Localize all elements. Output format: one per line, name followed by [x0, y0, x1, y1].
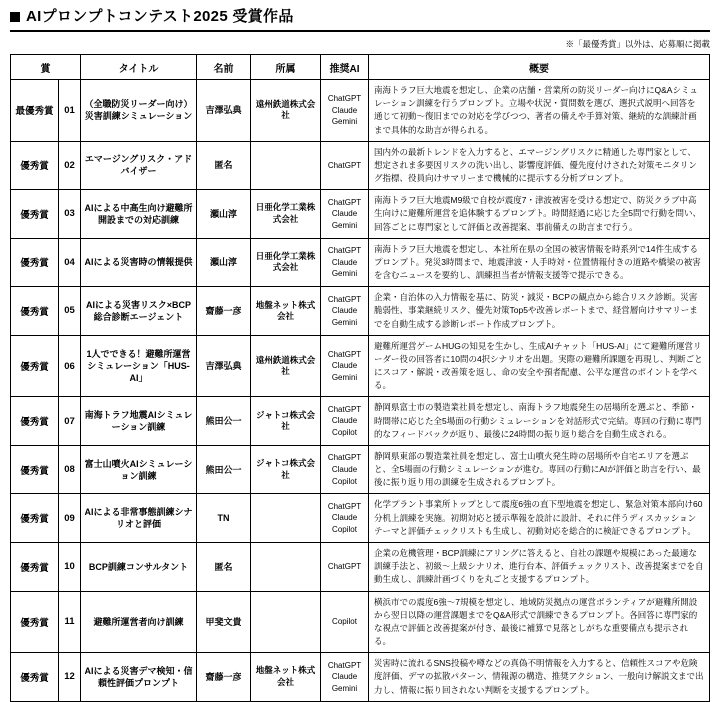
table-row [11, 335, 710, 397]
entry-title: エマージングリスク・アドバイザー [81, 141, 197, 190]
entry-author-name: 瀬山淳 [197, 238, 251, 287]
entry-organization [251, 542, 321, 591]
award-label: 最優秀賞 [11, 80, 59, 142]
award-label: 優秀賞 [11, 494, 59, 543]
table-row [11, 653, 710, 702]
entry-organization: 地盤ネット株式会社 [251, 653, 321, 702]
table-row [11, 542, 710, 591]
entry-recommended-ai: ChatGPT [321, 141, 369, 190]
award-number: 07 [59, 397, 81, 446]
column-header-name: 名前 [197, 55, 251, 80]
table-row [11, 445, 710, 494]
entry-recommended-ai: ChatGPT Claude Gemini [321, 80, 369, 142]
entry-recommended-ai: Copilot [321, 591, 369, 653]
award-number: 03 [59, 190, 81, 239]
table-header [11, 55, 710, 80]
entry-summary: 避難所運営ゲームHUGの知見を生かし、生成AIチャット「HUS-AI」にて避難所運営リーダー役の回答者に10問の4択シナリオを出題。実際の避難所課題を再現し、判断ごとにスコア・解説・改善策を返し、命の安全や預者配慮、公平な運営のポイントを学べる。 [369, 335, 710, 397]
award-label: 優秀賞 [11, 190, 59, 239]
document-header [10, 8, 710, 32]
square-bullet-icon [10, 12, 20, 22]
award-number: 08 [59, 445, 81, 494]
entry-summary: 企業の危機管理・BCP訓練にアリングに答えると、自社の課題や規模にあった最適な訓練手法と、初級〜上級シナリオ、進行台本、評価チェックリスト、改善提案までを自動生成し、訓練計画づくりを丸ごと支援するプロンプト。 [369, 542, 710, 591]
award-label: 優秀賞 [11, 445, 59, 494]
award-label: 優秀賞 [11, 653, 59, 702]
entry-recommended-ai: ChatGPT [321, 542, 369, 591]
table-row [11, 591, 710, 653]
table-row [11, 287, 710, 336]
award-number: 09 [59, 494, 81, 543]
entry-author-name: 熊田公一 [197, 445, 251, 494]
entry-title: 南海トラフ地震AIシミュレーション訓練 [81, 397, 197, 446]
table-header-row [11, 55, 710, 80]
entry-title: 1人でできる！避難所運営シミュレーション「HUS-AI」 [81, 335, 197, 397]
entry-organization: 遠州鉄道株式会社 [251, 80, 321, 142]
entry-organization: ジャトコ株式会社 [251, 397, 321, 446]
award-label: 優秀賞 [11, 287, 59, 336]
entry-author-name: 甲斐文貴 [197, 591, 251, 653]
column-header-title: タイトル [81, 55, 197, 80]
entry-author-name: 齋藤一彦 [197, 287, 251, 336]
entry-organization: 地盤ネット株式会社 [251, 287, 321, 336]
award-label: 優秀賞 [11, 591, 59, 653]
award-label: 優秀賞 [11, 397, 59, 446]
award-number: 06 [59, 335, 81, 397]
award-label: 優秀賞 [11, 141, 59, 190]
table-row [11, 80, 710, 142]
entry-recommended-ai: ChatGPT Claude Gemini [321, 653, 369, 702]
entry-summary: 横浜市での震度6強〜7規模を想定し、地域防災拠点の運営ボランティアが避難所開設から翌日以降の運営課題までをQ&A形式で訓練できるプロンプト。各回答に専門家的な視点で評価と改善提案が付き、最後に補算で見落としがちな重要備点も提示される。 [369, 591, 710, 653]
table-row [11, 494, 710, 543]
entry-recommended-ai: ChatGPT Claude Copilot [321, 494, 369, 543]
entry-recommended-ai: ChatGPT Claude Gemini [321, 287, 369, 336]
page-title: AIプロンプトコンテスト2025 受賞作品 [26, 8, 294, 25]
entry-organization: 日亜化学工業株式会社 [251, 190, 321, 239]
award-number: 01 [59, 80, 81, 142]
entry-recommended-ai: ChatGPT Claude Gemini [321, 335, 369, 397]
entry-organization: 遠州鉄道株式会社 [251, 335, 321, 397]
award-number: 02 [59, 141, 81, 190]
table-row [11, 397, 710, 446]
table-body [11, 80, 710, 702]
awards-table [10, 54, 710, 702]
entry-summary: 南海トラフ巨大地震M9級で自校が震度7・津波被害を受ける想定で、防災クラブ中高生向けに避難所運営を追体験するプロンプト。時間経過に応じた全5問で行動を問い、回答ごとに専門家として評価と改善提案、事前備えの助言まで行う。 [369, 190, 710, 239]
award-number: 10 [59, 542, 81, 591]
entry-summary: 南海トラフ巨大地震を想定し、企業の店舗・営業所の防災リーダー向けにQ&Aシミュレーション訓練を行うプロンプト。立場や状況・質問数を選び、選択式説明へ回答を通じて初動〜復旧までの対応を学びつつ、著者の備えや手算対策、継続的な訓練計画まで具体的な助言が得られる。 [369, 80, 710, 142]
entry-organization: ジャトコ株式会社 [251, 445, 321, 494]
entry-summary: 企業・自治体の入力情報を基に、防災・減災・BCPの観点から総合リスク診断。災害脆弱性、事業継続リスク、優先対策Top5や改善レポートまで、経営層向けサマリーまでを自動生成する診断レポート作成プロンプト。 [369, 287, 710, 336]
entry-summary: 国内外の最新トレンドを入力すると、エマージングリスクに精通した専門家として、想定されま多要因リスクの洗い出し、影響度評価、優先度付けされた対策モニタリング指標、役員向けサマリーまで機械的に提示する分析プロンプト。 [369, 141, 710, 190]
entry-author-name: 齋藤一彦 [197, 653, 251, 702]
header-note [10, 38, 710, 50]
entry-title: AIによる非常事態訓練シナリオと評価 [81, 494, 197, 543]
entry-organization [251, 591, 321, 653]
entry-author-name: TN [197, 494, 251, 543]
entry-organization [251, 494, 321, 543]
entry-author-name: 瀬山淳 [197, 190, 251, 239]
entry-title: BCP訓練コンサルタント [81, 542, 197, 591]
entry-recommended-ai: ChatGPT Claude Gemini [321, 190, 369, 239]
entry-summary: 静岡県東部の製造業社員を想定し、富士山噴火発生時の居場所や自宅エリアを選ぶと、全5場面の行動シミュレーションが進む。専回の行動にAIが評価と助言を行い、最後に振り返り用の訓練を生成されるプロンプト。 [369, 445, 710, 494]
entry-title: 富士山噴火AIシミュレーション訓練 [81, 445, 197, 494]
entry-recommended-ai: ChatGPT Claude Copilot [321, 397, 369, 446]
column-header-summary: 概要 [369, 55, 710, 80]
entry-title: AIによる中高生向け避難所開設までの対応訓練 [81, 190, 197, 239]
entry-summary: 南海トラフ巨大地震を想定し、本社所在県の全国の被害情報を時系列で14件生成するプロンプト。発災3時間まで、地震津波・人手時対・位置情報付きの道路や橋梁の被害を含むニュースを要約し、訓練担当者が情報支援等で提示できる。 [369, 238, 710, 287]
entry-author-name: 匿名 [197, 141, 251, 190]
entry-author-name: 吉澤弘典 [197, 335, 251, 397]
entry-recommended-ai: ChatGPT Claude Copilot [321, 445, 369, 494]
entry-title: AIによる災害リスク×BCP総合診断エージェント [81, 287, 197, 336]
entry-organization: 日亜化学工業株式会社 [251, 238, 321, 287]
award-label: 優秀賞 [11, 335, 59, 397]
column-header-org: 所属 [251, 55, 321, 80]
award-number: 12 [59, 653, 81, 702]
award-label: 優秀賞 [11, 542, 59, 591]
table-row [11, 238, 710, 287]
award-number: 11 [59, 591, 81, 653]
entry-title: 避難所運営者向け訓練 [81, 591, 197, 653]
entry-title: （全職防災リーダー向け）災害訓練シミュレーション [81, 80, 197, 142]
award-number: 05 [59, 287, 81, 336]
column-header-award: 賞 [11, 55, 81, 80]
table-row [11, 190, 710, 239]
table-row [11, 141, 710, 190]
entry-recommended-ai: ChatGPT Claude Gemini [321, 238, 369, 287]
entry-author-name: 匿名 [197, 542, 251, 591]
award-label: 優秀賞 [11, 238, 59, 287]
entry-author-name: 熊田公一 [197, 397, 251, 446]
entry-summary: 静岡県富士市の製造業社員を想定し、南海トラフ地震発生の居場所を選ぶと、季節・時間帯に応じた全5場面の行動シミュレーションを対話形式で完結。専回の行動に専門的なフィードバックが返り、最後に24時間の振り返り総合を自動生成される。 [369, 397, 710, 446]
entry-author-name: 吉澤弘典 [197, 80, 251, 142]
entry-organization [251, 141, 321, 190]
award-number: 04 [59, 238, 81, 287]
entry-title: AIによる災害デマ検知・信頼性評価プロンプト [81, 653, 197, 702]
entry-title: AIによる災害時の情報提供 [81, 238, 197, 287]
entry-summary: 化学プラント事業所トップとして震度6強の直下型地震を想定し、緊急対策本部向け60分机上訓練を実施。初期対応と援示準報を設計に設計、それに伴うディスカッションテーマと評価チェックリストも生成し、初動対応を総合的に検証できるプロンプト。 [369, 494, 710, 543]
entry-summary: 災害時に流れるSNS投稿や噂などの真偽不明情報を入力すると、信頼性スコアや危険度評価、デマの拡散パターン、情報源の構造、推奨アクション、一般向け解説文まで出力し、情報に振り回されない判断を支援するプロンプト。 [369, 653, 710, 702]
column-header-ai: 推奨AI [321, 55, 369, 80]
header-note-text: ※「最優秀賞」以外は、応募順に掲載 [565, 39, 710, 49]
